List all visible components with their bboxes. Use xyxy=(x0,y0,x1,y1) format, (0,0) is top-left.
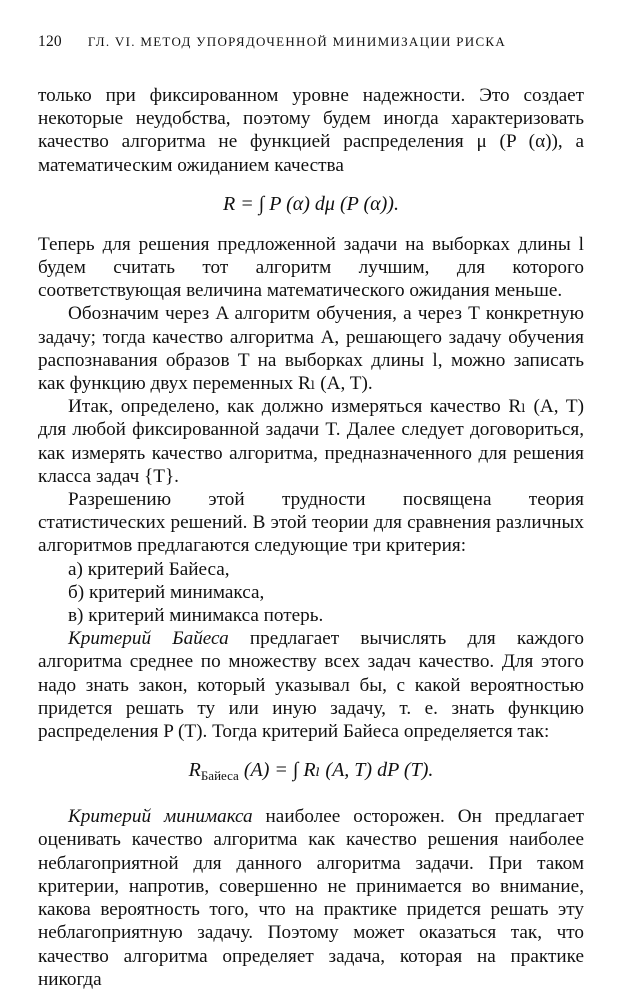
formula-bayes-lhs: R xyxy=(188,759,201,782)
page-number: 120 xyxy=(38,33,62,50)
body-text xyxy=(38,84,584,991)
formula-expected-quality: R = ∫ P (α) dμ (P (α)). xyxy=(223,192,399,215)
formula-bayes-rhs: (A) = ∫ Rₗ (A, T) dP (T). xyxy=(238,759,434,782)
paragraph-4: Итак, определено, как должно измеряться качество Rₗ (A, T) для любой фиксированной задачи T. Далее следует договориться, как измерять качество алгоритма, предназначенного для решения класса задач {T}. xyxy=(38,396,584,487)
list-item-minimax: б) критерий минимакса, xyxy=(68,581,265,603)
paragraph-6 xyxy=(38,627,584,743)
list-item-minimax-loss: в) критерий минимакса потерь. xyxy=(68,605,324,627)
paragraph-3: Обозначим через A алгоритм обучения, а через T конкретную задачу; тогда качество алгоритма A, решающего задачу обучения распознавания образов T на выборках длины l, можно записать как функцию двух переменных Rₗ (A, T). xyxy=(38,303,584,395)
term-bayes: Критерий Байеса xyxy=(68,628,229,650)
formula-bayes-subscript: Байеса xyxy=(200,768,239,784)
term-minimax: Критерий минимакса xyxy=(68,806,253,828)
list-item-bayes: а) критерий Байеса, xyxy=(68,558,230,580)
page-header xyxy=(38,33,582,51)
paragraph-2: Теперь для решения предложенной задачи на выборках длины l будем считать тот алгоритм лучшим, для которого соответствующая величина математического ожидания меньше. xyxy=(38,233,584,302)
paragraph-5: Разрешению этой трудности посвящена теория статистических решений. В этой теории для сравнения различных алгоритмов предлагаются следующие три критерия: xyxy=(38,489,584,557)
formula-bayes xyxy=(38,757,584,789)
paragraph-7-text: наиболее осторожен. Он предлагает оценивать качество алгоритма как качество решения наиболее неблагоприятной для данного алгоритма задачи. При таком критерии, напротив, совершенно не принимается во внимание, какова вероятность того, что на практике придется решать эту неблагоприятную задачу. Поэтому может оказаться так, что качество алгоритма определяет задача, которая на практике никогда xyxy=(38,806,585,990)
paragraph-7 xyxy=(38,805,584,991)
running-title: ГЛ. VI. МЕТОД УПОРЯДОЧЕННОЙ МИНИМИЗАЦИИ РИСКА xyxy=(87,34,507,49)
paragraph-1: только при фиксированном уровне надежности. Это создает некоторые неудобства, поэтому будем иногда характеризовать качество алгоритма не функцией распределения μ (P (α)), а математическим ожиданием качества xyxy=(38,85,584,176)
paragraph-6-text: предлагает вычислять для каждого алгоритма среднее по множеству всех задач качество. Для этого надо знать закон, который указывал бы, с какой вероятностью придется решать ту или иную задачу, т. е. знать функцию распределения P (T). Тогда критерий Байеса определяется так: xyxy=(38,628,584,743)
